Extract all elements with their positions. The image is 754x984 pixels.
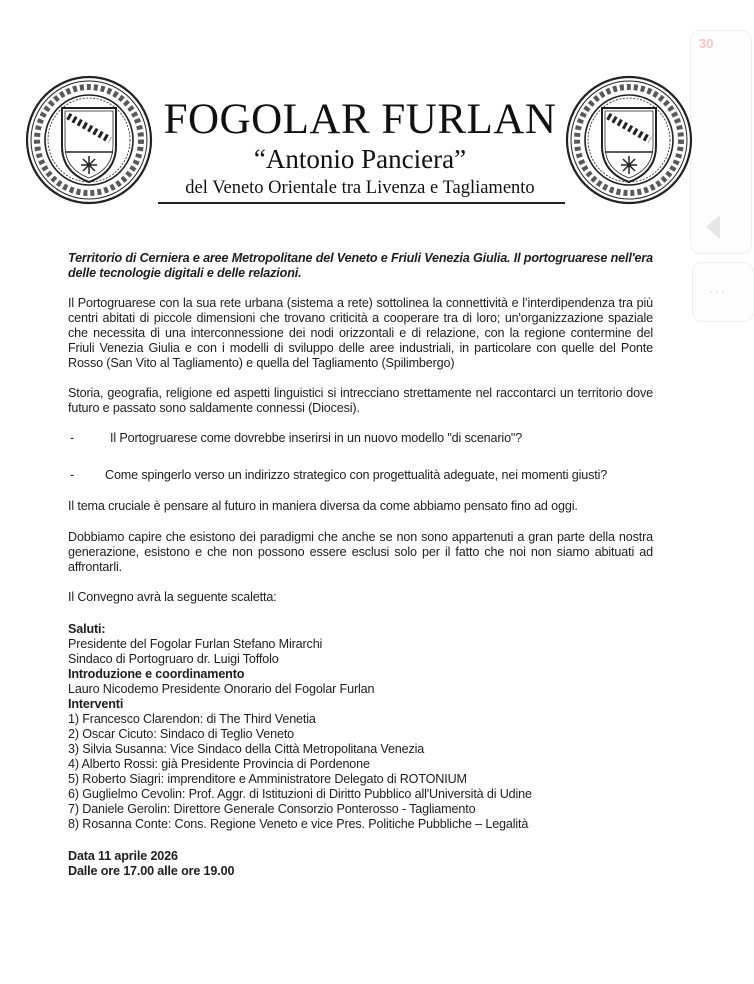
more-dots-icon[interactable]: ···	[709, 284, 727, 298]
intervento-item: 5) Roberto Siagri: imprenditore e Amministratore Delegato di ROTONIUM	[68, 772, 467, 786]
intervento-item: 6) Guglielmo Cevolin: Prof. Aggr. di Istituzioni di Diritto Pubblico all'Università di Udine	[68, 787, 532, 801]
saluti-item: Sindaco di Portogruaro dr. Luigi Toffolo	[68, 652, 279, 666]
paragraph-agenda-intro: Il Convegno avrà la seguente scaletta:	[68, 590, 277, 604]
event-date: Data 11 aprile 2026	[68, 849, 178, 863]
letterhead-rule	[158, 202, 565, 204]
document-heading: Territorio di Cerniera e aree Metropolitane del Veneto e Friuli Venezia Giulia. Il portogruarese nell'era delle tecnologie digitali e delle relazioni.	[68, 251, 653, 280]
bullet-item	[68, 468, 653, 483]
event-time: Dalle ore 17.00 alle ore 19.00	[68, 864, 235, 878]
letterhead-subtitle: “Antonio Panciera”	[253, 144, 467, 174]
paragraph-intro: Il Portogruarese con la sua rete urbana (sistema a rete) sottolinea la connettività e l’interdipendenza tra più centri abitati di piccole dimensioni che trovano criticità a cooperare tra di loro; un'organizzazione spaziale che necessita di una interconnessione dei nodi orizzontali e di relazione, con la regione contermine del Friuli Venezia Giulia e con i modelli di sviluppo delle aree industriali, in particolare con quelle del Ponte Rosso (San Vito al Tagliamento) e quella del Tagliamento (Spilimbergo)	[68, 296, 653, 370]
intervento-item: 3) Silvia Susanna: Vice Sindaco della Città Metropolitana Venezia	[68, 742, 425, 756]
speaker-icon[interactable]	[706, 215, 720, 239]
document-body	[68, 251, 653, 879]
bullet-text: Come spingerlo verso un indirizzo strategico con progettualità adeguate, nei momenti giusti?	[105, 468, 608, 482]
overlay-panel	[690, 30, 752, 254]
bullet-dash: -	[70, 431, 75, 445]
letterhead-title: FOGOLAR FURLAN	[163, 96, 557, 143]
intervento-item: 2) Oscar Cicuto: Sindaco di Teglio Veneto	[68, 727, 295, 741]
interventi-label: Interventi	[68, 697, 124, 711]
saluti-label: Saluti:	[68, 622, 106, 636]
seal-emblem-right	[564, 74, 694, 206]
paragraph-history: Storia, geografia, religione ed aspetti linguistici si intrecciano strettamente nel raccontarci un territorio dove futuro e passato sono saldamente connessi (Diocesi).	[68, 386, 653, 415]
intro-label: Introduzione e coordinamento	[68, 667, 245, 681]
intervento-item: 1) Francesco Clarendon: di The Third Venetia	[68, 712, 316, 726]
letterhead-tagline: del Veneto Orientale tra Livenza e Tagliamento	[185, 178, 535, 198]
paragraph-theme: Il tema cruciale è pensare al futuro in maniera diversa da come abbiamo pensato fino ad oggi.	[68, 499, 578, 513]
intervento-item: 8) Rosanna Conte: Cons. Regione Veneto e vice Pres. Politiche Pubbliche – Legalità	[68, 817, 529, 831]
intro-item: Lauro Nicodemo Presidente Onorario del Fogolar Furlan	[68, 682, 375, 696]
intervento-item: 4) Alberto Rossi: già Presidente Provincia di Pordenone	[68, 757, 370, 771]
intervento-item: 7) Daniele Gerolin: Direttore Generale Consorzio Ponterosso - Tagliamento	[68, 802, 476, 816]
bullet-item	[68, 431, 653, 446]
seal-emblem-left	[24, 74, 154, 206]
overlay-counter[interactable]: 30	[699, 36, 714, 51]
paragraph-paradigms: Dobbiamo capire che esistono dei paradigmi che anche se non sono appartenuti a gran parte della nostra generazione, esistono e che non possono essere esclusi solo per il fatto che noi non siamo abituati ad affrontarli.	[68, 530, 653, 574]
agenda	[68, 622, 653, 832]
bullet-dash: -	[70, 468, 75, 482]
bullet-text: Il Portogruarese come dovrebbe inserirsi in un nuovo modello "di scenario"?	[110, 431, 523, 445]
saluti-item: Presidente del Fogolar Furlan Stefano Mirarchi	[68, 637, 323, 651]
